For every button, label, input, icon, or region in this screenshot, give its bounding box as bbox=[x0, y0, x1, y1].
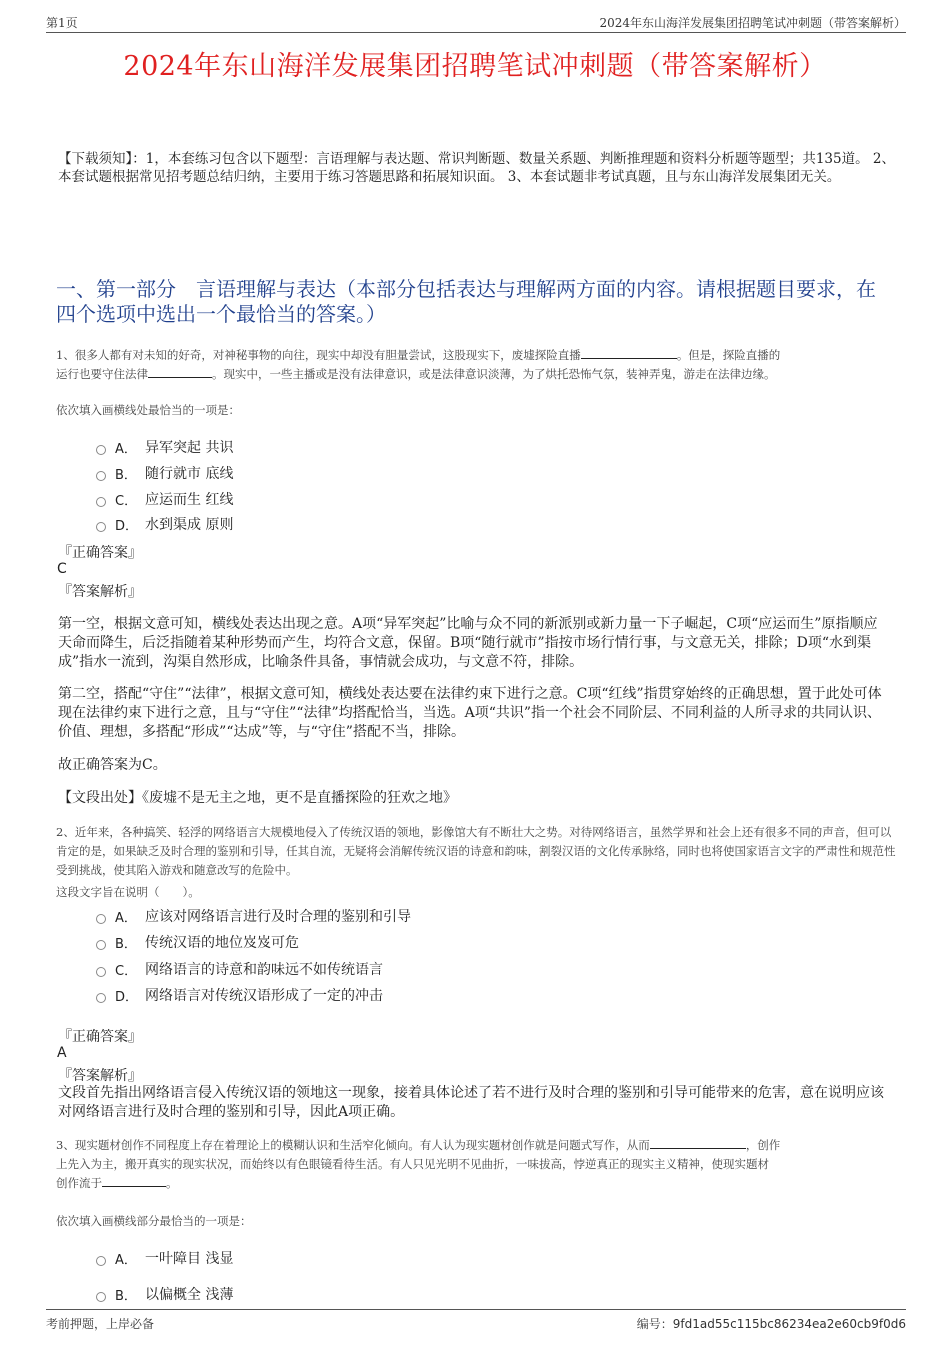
radio-icon[interactable] bbox=[96, 967, 106, 977]
radio-icon[interactable] bbox=[96, 1292, 106, 1302]
option-b[interactable]: B． 传统汉语的地位岌岌可危 bbox=[96, 932, 299, 952]
page-number: 第1页 bbox=[46, 16, 78, 30]
analysis-paragraph: 文段首先指出网络语言侵入传统汉语的领地这一现象，接着具体论述了若不进行及时合理的鉴别和引导可能带来的危害，意在说明应该对网络语言进行及时合理的鉴别和引导，因此A项正确。 bbox=[58, 1085, 884, 1120]
option-a[interactable]: A． 异军突起 共识 bbox=[96, 437, 233, 457]
question-1-text: 1、很多人都有对未知的好奇，对神秘事物的向往，现实中却没有胆量尝试，这股现实下，废墟探险直播 。但是，探险直播的 运行也要守住法律 。现实中，一些主播或是没有法律意识，或是法律意识淡薄，为了烘托恐怖气氛，装神弄鬼，游走在法律边缘。 bbox=[56, 348, 781, 381]
question-3-text: 3、现实题材创作不同程度上存在着理论上的模糊认识和生活窄化倾向。有人认为现实题材创作就是问题式写作，从而 ，创作 上先入为主，搬开真实的现实状况，而始终以有色眼镜看待生活。有人只见光明不见曲折，一味拔高，悖逆真正的现实主义精神，使现实题材 创作流于 。 bbox=[56, 1138, 781, 1190]
option-b[interactable]: B． 以偏概全 浅薄 bbox=[96, 1284, 233, 1304]
option-c[interactable]: C． 应运而生 红线 bbox=[96, 489, 233, 509]
analysis-label: 『答案解析』 bbox=[58, 584, 142, 600]
section-heading: 一、第一部分 言语理解与表达（本部分包括表达与理解两方面的内容。请根据题目要求，在四个选项中选出一个最恰当的答案。） bbox=[56, 277, 876, 326]
question-3-prompt: 依次填入画横线部分最恰当的一项是： bbox=[56, 1214, 252, 1228]
footer-divider bbox=[46, 1309, 906, 1310]
radio-icon[interactable] bbox=[96, 1256, 106, 1266]
conclusion: 故正确答案为C。 bbox=[58, 757, 167, 773]
option-a[interactable]: A． 一叶障目 浅显 bbox=[96, 1248, 233, 1268]
answer-label: 『正确答案』 bbox=[58, 1029, 142, 1045]
radio-icon[interactable] bbox=[96, 522, 106, 532]
footer-slogan: 考前押题，上岸必备 bbox=[46, 1317, 155, 1331]
radio-icon[interactable] bbox=[96, 471, 106, 481]
radio-icon[interactable] bbox=[96, 445, 106, 455]
question-2-text: 2、近年来，各种搞笑、轻浮的网络语言大规模地侵入了传统汉语的领地，影像馆大有不断壮大之势。对待网络语言，虽然学界和社会上还有很多不同的声音，但可以肯定的是，如果缺乏及时合理的鉴别和引导，任其自流，无疑将会消解传统汉语的诗意和韵味，割裂汉语的文化传承脉络，同时也将使国家语言文字的严肃性和规范性受到挑战，使其陷入游戏和随意改写的危险中。 bbox=[56, 825, 896, 877]
question-2-prompt: 这段文字旨在说明（ ）。 bbox=[56, 885, 200, 899]
fill-blank bbox=[102, 1174, 166, 1187]
download-notice: 【下载须知】：1，本套练习包含以下题型：言语理解与表达题、常识判断题、数量关系题、判断推理题和资料分析题等题型；共135道。 2、本套试题根据常见招考题总结归纳，主要用于练习答题思路和拓展知识面。 3、本套试题非考试真题，且与东山海洋发展集团无关。 bbox=[58, 151, 895, 185]
radio-icon[interactable] bbox=[96, 993, 106, 1003]
option-a[interactable]: A． 应该对网络语言进行及时合理的鉴别和引导 bbox=[96, 906, 411, 926]
option-d[interactable]: D． 水到渠成 原则 bbox=[96, 514, 233, 534]
answer-value: C bbox=[57, 561, 67, 577]
analysis-paragraph: 第二空，搭配“守住”“法律”，根据文意可知，横线处表达要在法律约束下进行之意。C项“红线”指贯穿始终的正确思想，置于此处可体现在法律约束下进行之意，且与“守住”“法律”均搭配恰当，当选。A项“共识”指一个社会不同阶层、不同利益的人所寻求的共同认识、价值、理想，多搭配“形成”“达成”等，与“守住”搭配不当，排除。 bbox=[58, 686, 882, 740]
option-d[interactable]: D． 网络语言对传统汉语形成了一定的冲击 bbox=[96, 985, 383, 1005]
document-id: 编号：9fd1ad55c115bc86234ea2e60cb9f0d6 bbox=[636, 1317, 906, 1331]
fill-blank bbox=[581, 346, 677, 359]
source-citation: 【文段出处】《废墟不是无主之地，更不是直播探险的狂欢之地》 bbox=[58, 790, 457, 806]
header-divider bbox=[46, 32, 906, 33]
question-1-prompt: 依次填入画横线处最恰当的一项是： bbox=[56, 403, 240, 417]
fill-blank bbox=[148, 365, 212, 378]
fill-blank bbox=[650, 1136, 746, 1149]
answer-label: 『正确答案』 bbox=[58, 545, 142, 561]
option-c[interactable]: C． 网络语言的诗意和韵味远不如传统语言 bbox=[96, 959, 383, 979]
radio-icon[interactable] bbox=[96, 940, 106, 950]
page-title: 2024年东山海洋发展集团招聘笔试冲刺题（带答案解析） bbox=[123, 51, 827, 82]
header-doc-title: 2024年东山海洋发展集团招聘笔试冲刺题（带答案解析） bbox=[599, 16, 906, 30]
radio-icon[interactable] bbox=[96, 497, 106, 507]
option-b[interactable]: B． 随行就市 底线 bbox=[96, 463, 233, 483]
radio-icon[interactable] bbox=[96, 914, 106, 924]
analysis-paragraph: 第一空，根据文意可知，横线处表达出现之意。A项“异军突起”比喻与众不同的新派别或新力量一下子崛起，C项“应运而生”原指顺应天命而降生，后泛指随着某种形势而产生，均符合文意，保留。B项“随行就市”指按市场行情行事，与文意无关，排除；D项“水到渠成”指水一流到，沟渠自然形成，比喻条件具备，事情就会成功，与文意不符，排除。 bbox=[58, 616, 878, 670]
analysis-label: 『答案解析』 bbox=[58, 1068, 142, 1084]
answer-value: A bbox=[57, 1045, 67, 1061]
